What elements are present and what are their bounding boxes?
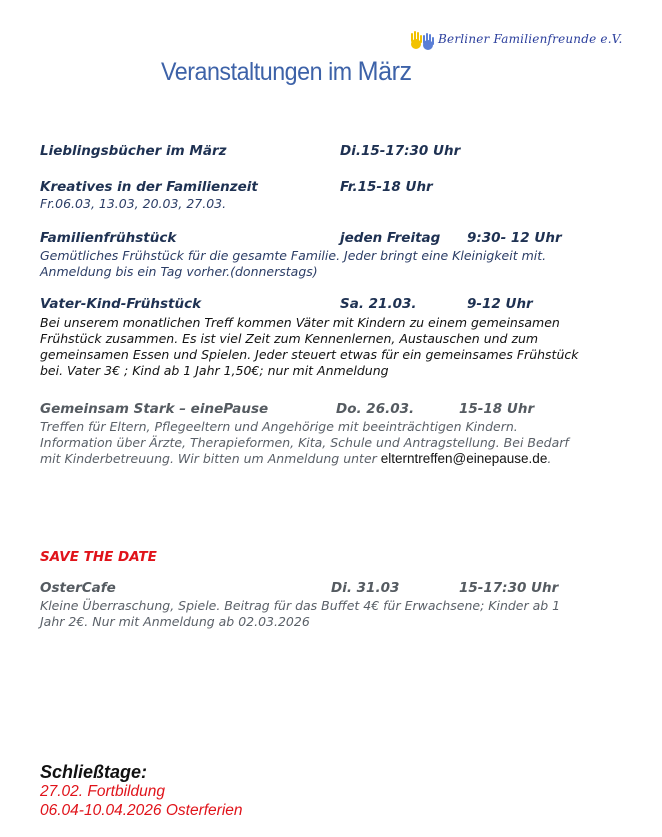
event-desc-line: gemeinsamen Essen und Spielen. Jeder steuert etwas für ein gemeinsames Frühstück	[40, 347, 579, 362]
event-desc-text: mit Kinderbetreuung. Wir bitten um Anmeldung unter	[40, 451, 381, 466]
event-name: Gemeinsam Stark – einePause	[40, 401, 269, 417]
email-suffix: .	[547, 451, 552, 466]
closing-days-heading: Schließtage:	[40, 762, 148, 782]
event-name: Kreatives in der Familienzeit	[40, 179, 258, 195]
event-time: 9-12 Uhr	[467, 296, 533, 312]
event-desc-line: Bei unserem monatlichen Treff kommen Väter mit Kindern zu einem gemeinsamen	[40, 315, 560, 330]
email-link[interactable]: elterntreffen@einepause.de	[380, 451, 548, 466]
event-time: 15-17:30 Uhr	[459, 580, 559, 596]
closing-day-line: 06.04-10.04.2026 Osterferien	[40, 802, 243, 819]
organization-logo	[408, 28, 623, 54]
event-desc-line: Gemütliches Frühstück für die gesamte Familie. Jeder bringt eine Kleinigkeit mit.	[40, 248, 547, 263]
save-the-date-heading: SAVE THE DATE	[40, 549, 157, 565]
event-desc-line: bei. Vater 3€ ; Kind ab 1 Jahr 1,50€; nur mit Anmeldung	[40, 363, 389, 378]
event-desc-line: Kleine Überraschung, Spiele. Beitrag für das Buffet 4€ für Erwachsene; Kinder ab 1	[40, 598, 561, 613]
event-name: OsterCafe	[40, 580, 116, 596]
event-desc-line: Jahr 2€. Nur mit Anmeldung ab 02.03.2026	[40, 614, 310, 629]
event-name: Vater-Kind-Frühstück	[40, 296, 202, 312]
blue-hand	[423, 33, 434, 50]
yellow-hand	[411, 31, 422, 49]
page-title	[161, 56, 412, 87]
title-month: März	[357, 56, 412, 86]
event-desc-line-with-email	[40, 451, 551, 467]
event-desc-line: Frühstück zusammen. Es ist viel Zeit zum Kennenlernen, Austauschen und zum	[40, 331, 539, 346]
logo-text: Berliner Familienfreunde e.V.	[438, 32, 623, 46]
event-day: Sa. 21.03.	[340, 296, 417, 312]
event-desc-line: Anmeldung bis ein Tag vorher.(donnerstags)	[40, 264, 318, 279]
event-day: Di. 31.03	[331, 580, 400, 596]
title-prefix: Veranstaltungen im	[161, 58, 358, 86]
event-name: Lieblingsbücher im März	[40, 143, 227, 159]
event-desc-line: Information über Ärzte, Therapieformen, Kita, Schule und Antragstellung. Bei Bedarf	[40, 435, 569, 450]
event-day: Di.15-17:30 Uhr	[340, 143, 461, 159]
event-day: Do. 26.03.	[336, 401, 415, 417]
event-dates: Fr.06.03, 13.03, 20.03, 27.03.	[40, 196, 227, 211]
closing-day-line: 27.02. Fortbildung	[40, 783, 165, 800]
event-time: 15-18 Uhr	[459, 401, 535, 417]
event-time: 9:30- 12 Uhr	[467, 230, 562, 246]
event-day: Fr.15-18 Uhr	[340, 179, 433, 195]
event-day: jeden Freitag	[340, 230, 441, 246]
event-name: Familienfrühstück	[40, 230, 177, 246]
event-desc-line: Treffen für Eltern, Pflegeeltern und Angehörige mit beeinträchtigen Kindern.	[40, 419, 518, 434]
hands-logo-icon	[408, 30, 438, 52]
